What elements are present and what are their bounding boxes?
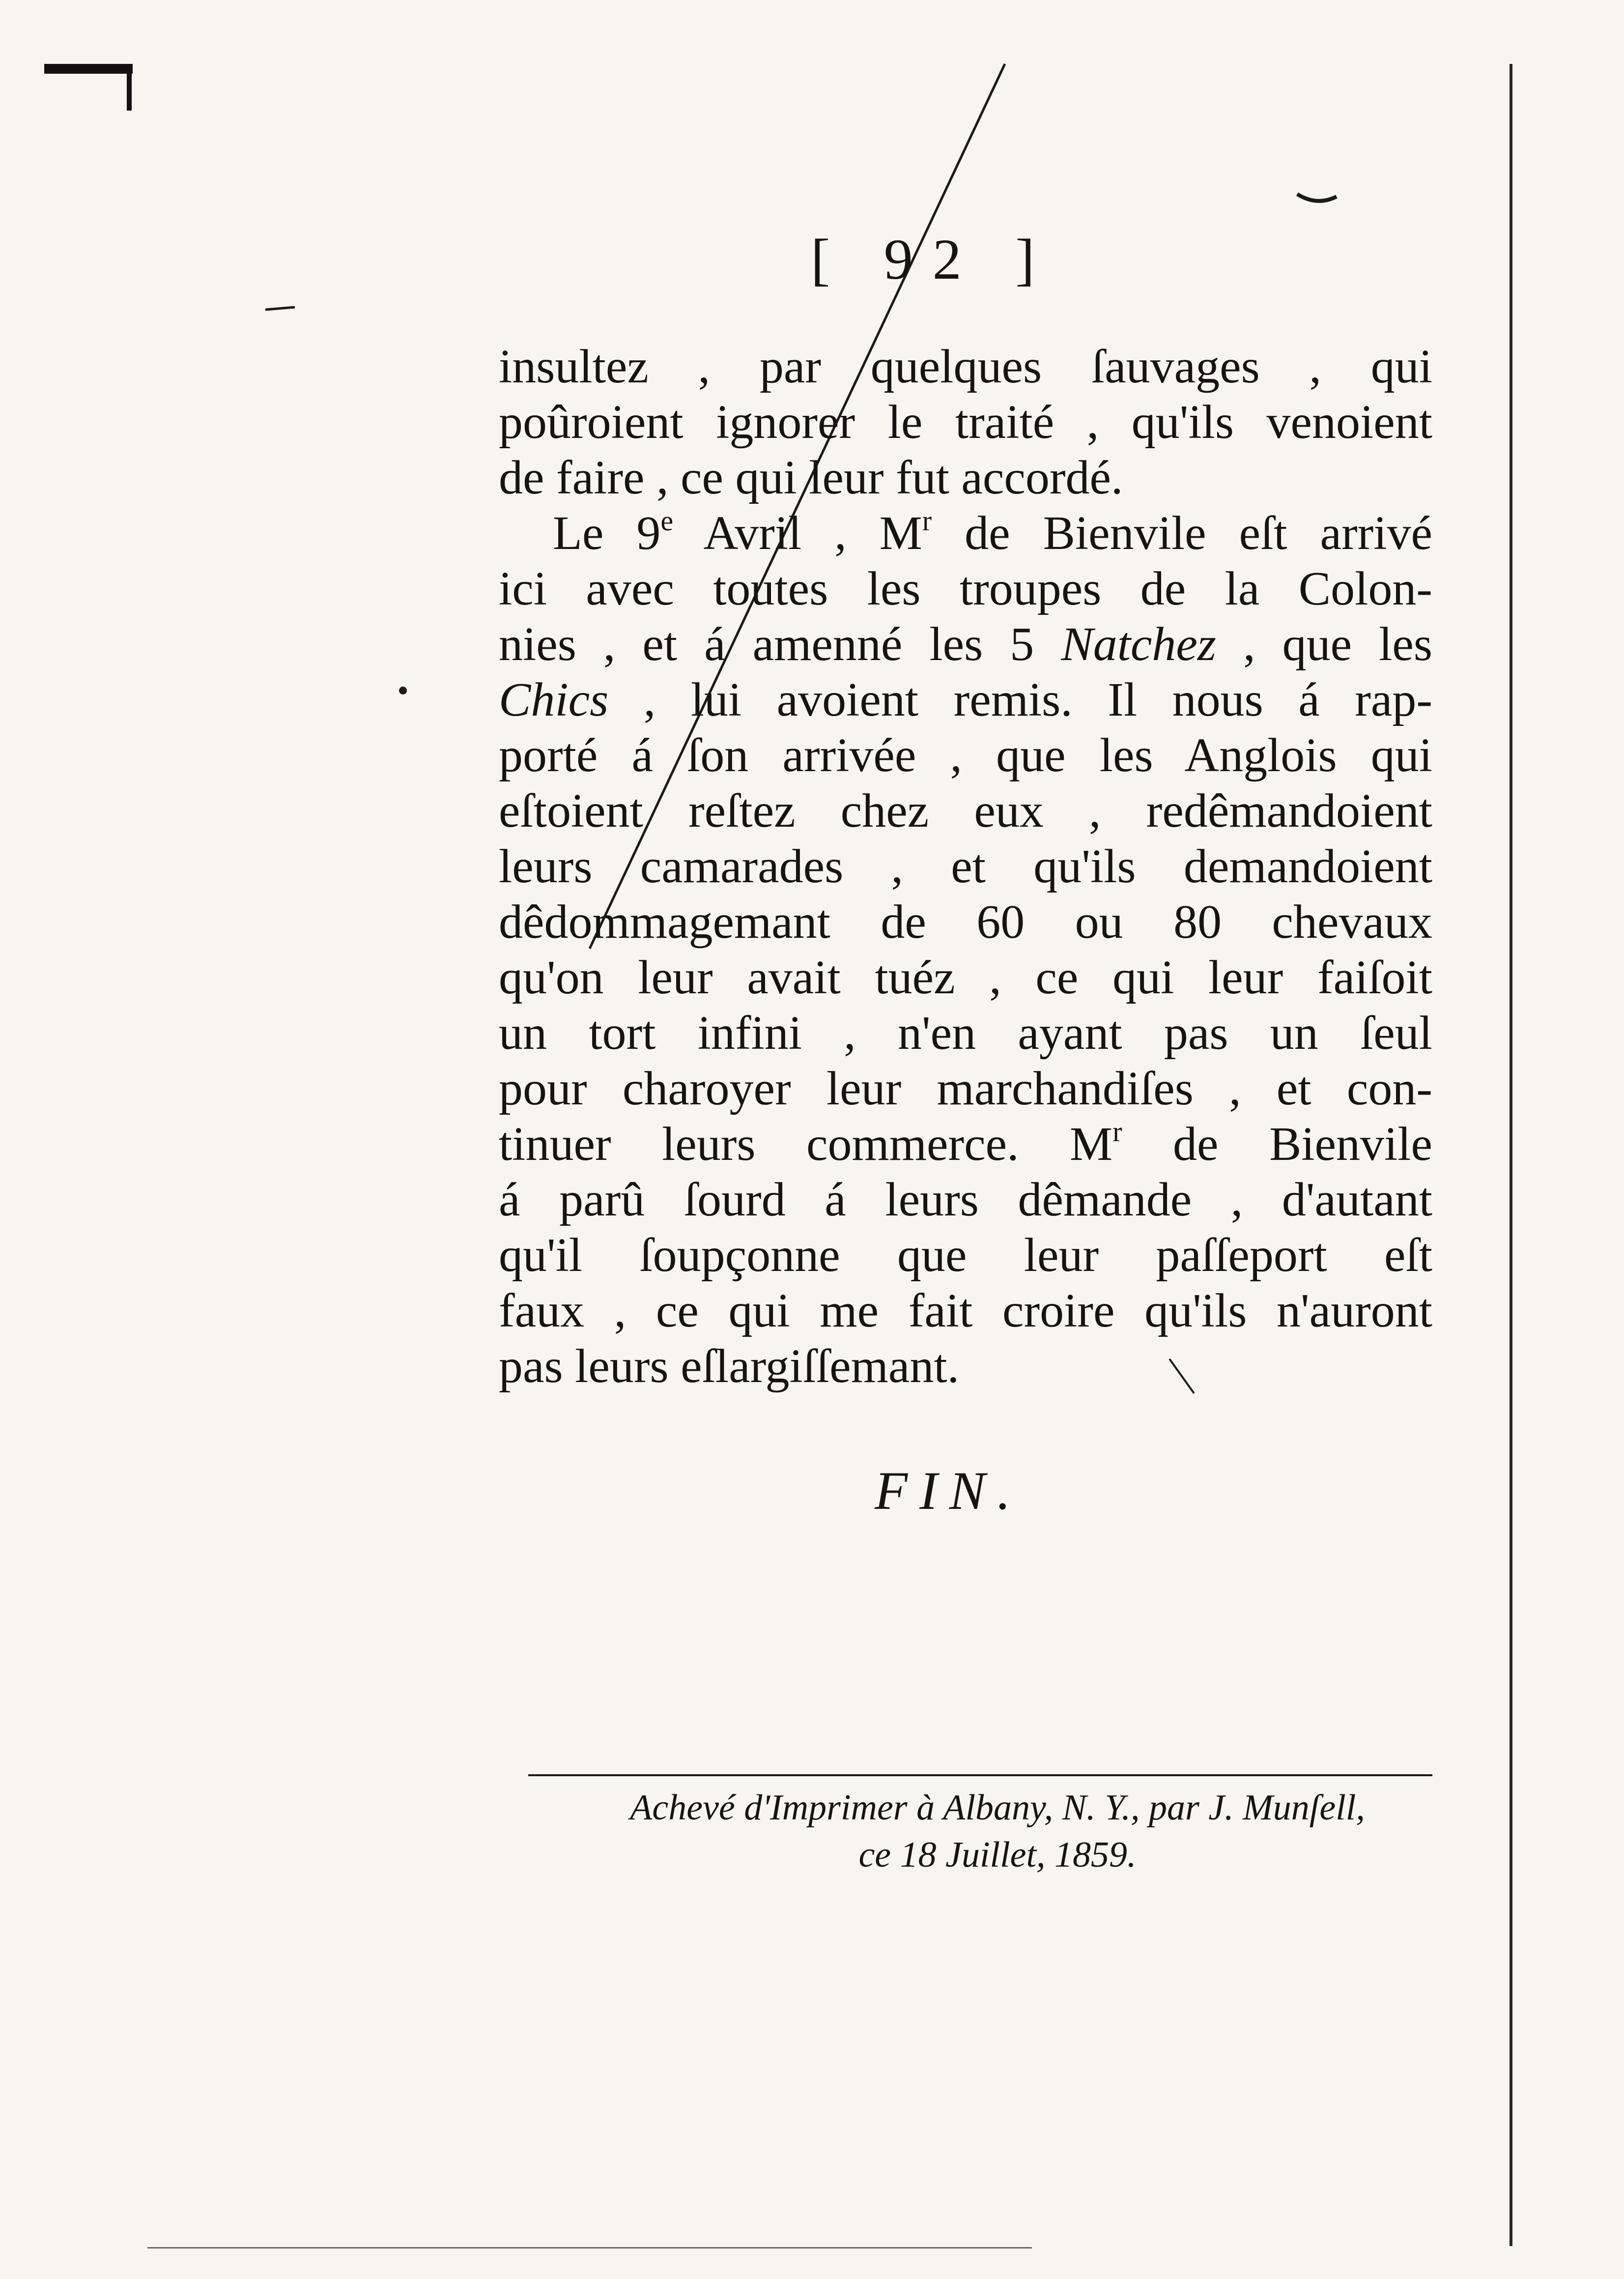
- text-line-2: poûroient ignorer le traité , qu'ils venoient: [499, 396, 1432, 449]
- text-line-11: dêdommagemant de 60 ou 80 chevaux: [499, 895, 1432, 949]
- text-line-10: leurs camarades , et qu'ils demandoient: [499, 840, 1432, 893]
- text-line-7-b: , lui avoient remis. Il nous á rap-: [608, 673, 1432, 726]
- text-line-15-b: de Bienvile: [1122, 1118, 1432, 1171]
- stray-dot: [399, 687, 407, 694]
- text-line-18: faux , ce qui me fait croire qu'ils n'auront: [499, 1284, 1432, 1337]
- text-line-12: qu'on leur avait tuéz , ce qui leur faiſoit: [499, 951, 1432, 1004]
- body-text: [499, 339, 1432, 1394]
- italic-natchez: Natchez: [1061, 618, 1217, 671]
- text-line-4: [499, 506, 1432, 561]
- stray-dash-left: [265, 307, 295, 310]
- text-line-8: porté á ſon arrivée , que les Anglois qui: [499, 729, 1432, 782]
- text-line-9: eſtoient reſtez chez eux , redêmandoient: [499, 784, 1432, 837]
- text-line-19: pas leurs eſlargiſſemant.: [499, 1340, 960, 1393]
- text-line-13: un tort infini , n'en ayant pas un ſeul: [499, 1007, 1432, 1060]
- text-line-16: á parû ſourd á leurs dêmande , d'autant: [499, 1173, 1432, 1226]
- text-line-1: insultez , par quelques ſauvages , qui: [499, 340, 1432, 393]
- text-line-5: ici avec toutes les troupes de la Colon-: [499, 562, 1432, 615]
- colophon-line-1: Achevé d'Imprimer à Albany, N. Y., par J. Munſell,: [630, 1788, 1365, 1828]
- stray-mark-top: [1297, 194, 1337, 201]
- superscript-e: e: [660, 506, 674, 537]
- fin-heading: FIN.: [875, 1461, 1023, 1521]
- text-line-6-a: nies , et á amenné les 5: [499, 618, 1061, 671]
- text-line-4-a: Le 9: [553, 507, 661, 560]
- text-line-15-a: tinuer leurs commerce. M: [499, 1118, 1113, 1171]
- text-line-7: [499, 672, 1432, 728]
- text-line-14: pour charoyer leur marchandiſes , et con-: [499, 1062, 1432, 1115]
- text-line-3: de faire , ce qui leur fut accordé.: [499, 451, 1123, 504]
- colophon-line-2: ce 18 Juillet, 1859.: [858, 1835, 1137, 1875]
- text-line-4-b: Avril , M: [673, 507, 922, 560]
- page-number: [ 92 ]: [811, 227, 1054, 291]
- text-line-6-b: , que les: [1216, 618, 1432, 671]
- text-line-4-c: de Bienvile eſt arrivé: [932, 507, 1432, 560]
- text-line-6: [499, 617, 1432, 672]
- colophon: [521, 1784, 1474, 1878]
- superscript-r: r: [922, 506, 932, 537]
- text-line-15: [499, 1117, 1432, 1172]
- colophon-rule: [528, 1774, 1432, 1776]
- italic-chics: Chics: [499, 673, 609, 726]
- text-line-17: qu'il ſoupçonne que leur paſſeport eſt: [499, 1229, 1432, 1282]
- superscript-r-2: r: [1112, 1117, 1122, 1148]
